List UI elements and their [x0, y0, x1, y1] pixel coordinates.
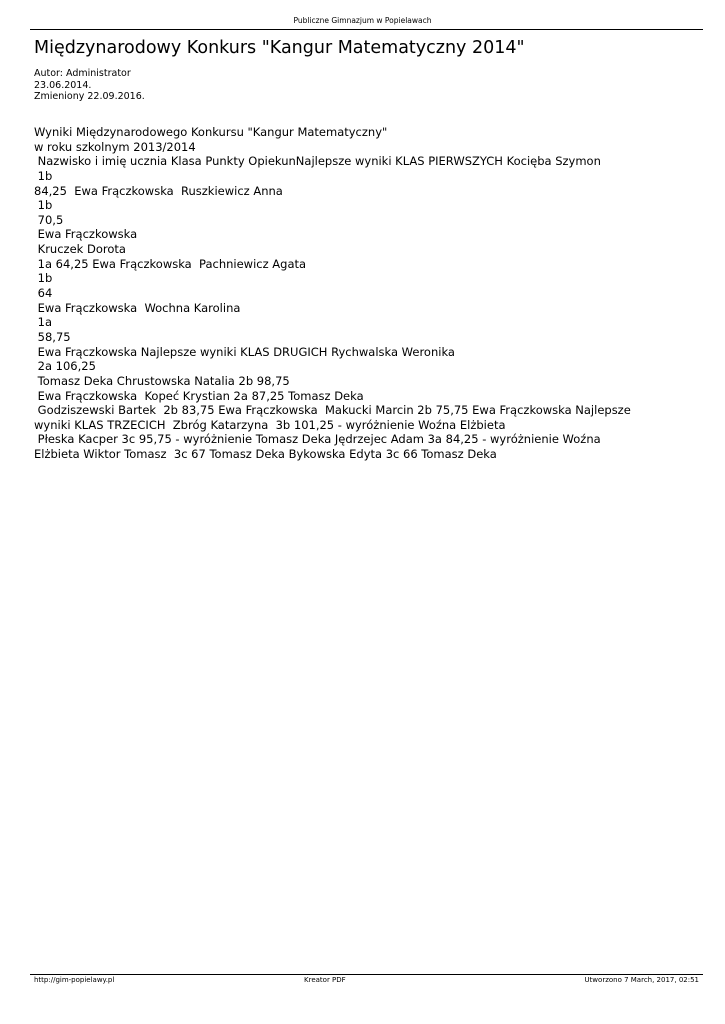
body-line: Ewa Frączkowska	[34, 227, 138, 242]
footer-generator: Kreator PDF	[304, 976, 346, 984]
body-line: Nazwisko i imię ucznia Klasa Punkty OpiekunNajlepsze wyniki KLAS PIERWSZYCH Kocięba Szymon	[34, 154, 601, 169]
body-line: 58,75	[34, 329, 71, 344]
body-line: Ewa Frączkowska Kopeć Krystian 2a 87,25 Tomasz Deka	[34, 388, 364, 403]
body-line: Ewa Frączkowska Najlepsze wyniki KLAS DRUGICH Rychwalska Weronika	[34, 344, 455, 359]
body-line: w roku szkolnym 2013/2014	[34, 139, 196, 154]
article-body	[34, 125, 684, 462]
article-modified-date: Zmieniony 22.09.2016.	[34, 91, 145, 102]
body-line: 2a 106,25	[34, 359, 96, 374]
site-header: Publiczne Gimnazjum w Popielawach	[293, 16, 432, 25]
header-divider	[30, 29, 703, 30]
body-line: 1b	[34, 168, 53, 183]
footer-created-date: Utworzono 7 March, 2017, 02:51	[584, 976, 699, 984]
body-line: 1a 64,25 Ewa Frączkowska Pachniewicz Agata	[34, 256, 307, 271]
body-line: Płeska Kacper 3c 95,75 - wyróżnienie Tomasz Deka Jędrzejec Adam 3a 84,25 - wyróżnienie Woźna	[34, 432, 601, 447]
footer-url-link[interactable]: http://gim-popielawy.pl	[34, 976, 115, 984]
article-author: Autor: Administrator	[34, 68, 131, 79]
body-line: 1b	[34, 271, 53, 286]
body-line: wyniki KLAS TRZECICH Zbróg Katarzyna 3b 101,25 - wyróżnienie Woźna Elżbieta	[34, 417, 506, 432]
body-line: 1b	[34, 198, 53, 213]
body-line: 64	[34, 286, 53, 301]
article-created-date: 23.06.2014.	[34, 79, 92, 91]
footer-divider	[30, 974, 703, 975]
body-line: Godziszewski Bartek 2b 83,75 Ewa Frączkowska Makucki Marcin 2b 75,75 Ewa Frączkowska Najlepsze	[34, 403, 631, 418]
article-title: Międzynarodowy Konkurs "Kangur Matematyczny 2014"	[34, 38, 525, 58]
body-line: 70,5	[34, 212, 64, 227]
article-meta	[34, 68, 145, 103]
body-line: Tomasz Deka Chrustowska Natalia 2b 98,75	[34, 373, 290, 388]
body-line: Wyniki Międzynarodowego Konkursu "Kangur Matematyczny"	[34, 125, 388, 139]
body-line: 84,25 Ewa Frączkowska Ruszkiewicz Anna	[34, 183, 283, 198]
body-line: Elżbieta Wiktor Tomasz 3c 67 Tomasz Deka Bykowska Edyta 3c 66 Tomasz Deka	[34, 447, 497, 462]
body-line: Kruczek Dorota	[34, 242, 126, 257]
body-line: 1a	[34, 315, 53, 330]
body-line: Ewa Frączkowska Wochna Karolina	[34, 300, 241, 315]
